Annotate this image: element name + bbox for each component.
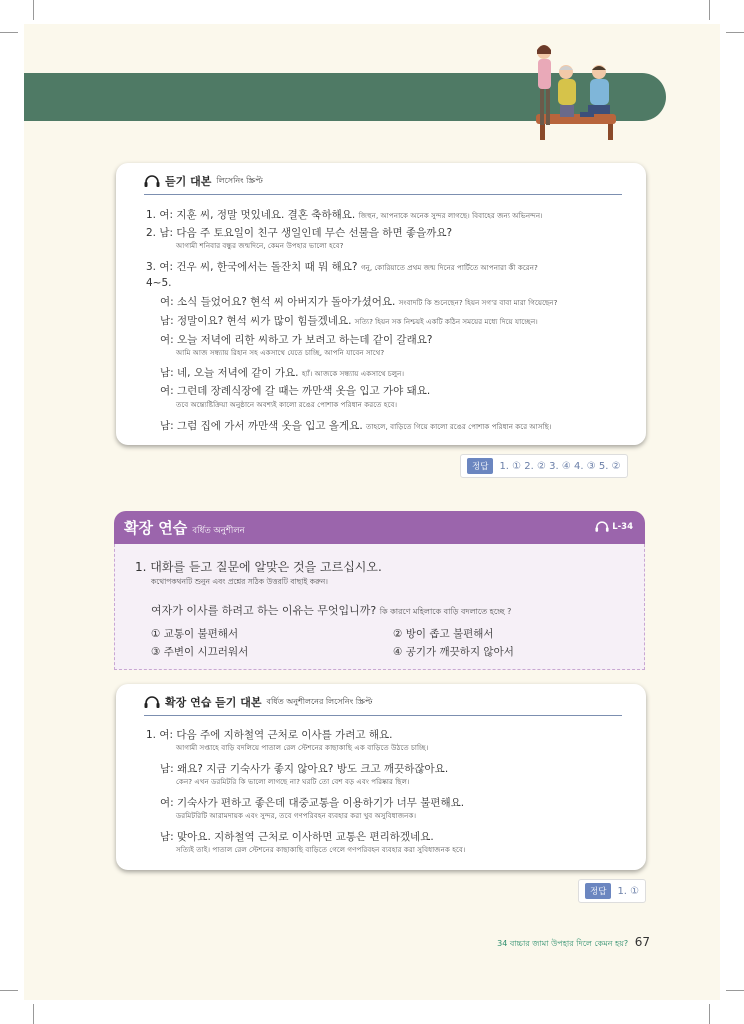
script-line: 남: 맞아요. 지하철역 근처로 이사하면 교통은 편리하겠네요.	[160, 831, 434, 843]
script-translation: আগামী সপ্তাহে বাড়ি বদলিয়ে পাতাল রেল স্টেশনের কাছাকাছি এক বাড়িতে উঠতে চাচ্ছি।	[176, 743, 429, 752]
script-line: 1. 여: 다음 주에 지하철역 근처로 이사를 가려고 해요.	[146, 729, 393, 741]
crop-mark	[0, 32, 18, 33]
chapter-title: 34 বাচ্চার জামা উপহার দিলে কেমন হয়?	[497, 939, 629, 948]
answer-box	[578, 879, 646, 903]
script-line: 1. 여: 지훈 씨, 정말 멋있네요. 결혼 축하해요. জিহুন, আপনাকে অনেক সুন্দর লাগছে। বিবাহের জন্য অভিনন্দন।	[146, 209, 543, 221]
script-translation: ডরমিটরিটি আরামদায়ক এবং সুন্দর, তবে গণপরিবহন ব্যবহার করা খুব অসুবিধাজনক।	[176, 811, 417, 820]
script-line: 남: 왜요? 지금 기숙사가 좋지 않아요? 방도 크고 깨끗하잖아요.	[160, 763, 449, 775]
question-translation: কথোপকথনটি শুনুন এবং প্রশ্নের সঠিক উত্তরটি বাছাই করুন।	[151, 577, 328, 586]
extension-script-title	[144, 694, 372, 710]
script-line: 3. 여: 건우 씨, 한국에서는 돌잔치 때 뭐 해요? গনু, কোরিয়াতে প্রথম জন্ম দিনের পার্টিতে আপনারা কী করেন?	[146, 261, 538, 273]
extension-title: 확장 연습 বর্ধিত অনুশীলন	[124, 519, 245, 537]
headphones-icon	[595, 521, 609, 532]
script-translation: কেন? এখন ডরমিটরি কি ভালো লাগছে না? ঘরটি তো বেশ বড় এবং পরিষ্কার ছিল।	[176, 777, 410, 786]
listening-script-card	[116, 163, 646, 445]
script-line: 4~5.	[146, 277, 172, 289]
crop-mark	[0, 990, 18, 991]
extension-header	[114, 511, 645, 544]
script-line: 여: 오늘 저녁에 리한 씨하고 가 보려고 하는데 같이 갈래요?	[160, 334, 433, 346]
track-number: L-34	[612, 521, 633, 532]
answer-tag: 정답	[467, 458, 493, 474]
question-prompt: 여자가 이사를 하려고 하는 이유는 무엇입니까? কি কারণে মহিলাকে বাড়ি বদলাতে হচ্ছে ?	[151, 604, 512, 617]
crop-mark	[33, 1004, 34, 1024]
option-4[interactable]: ④ 공기가 깨끗하지 않아서	[393, 646, 514, 658]
script-translation: সত্যিই তাই। পাতাল রেল স্টেশনের কাছাকাছি বাড়িতে গেলে গণপরিবহন ব্যবহার করা সুবিধাজনক হবে।	[176, 845, 466, 854]
script-line: 여: 기숙사가 편하고 좋은데 대중교통을 이용하기가 너무 불편해요.	[160, 797, 465, 809]
page-number: 67	[634, 935, 650, 949]
script-line: 여: 소식 들었어요? 현석 씨 아버지가 돌아가셨어요. সংবাদটি কি শুনেছেন? হিয়ন সগ'র বাবা মারা গিয়েছেন?	[160, 296, 558, 308]
extension-body	[114, 544, 645, 670]
listening-script-title	[144, 173, 263, 189]
audio-track[interactable]	[595, 521, 633, 532]
crop-mark	[726, 32, 744, 33]
script-line: 여: 그런데 장례식장에 갈 때는 까만색 옷을 입고 가야 돼요.	[160, 385, 431, 397]
script-line: 남: 네, 오늘 저녁에 같이 가요. হ্যাঁ। আজকে সন্ধ্যায় একসাথে চলুন।	[160, 367, 405, 379]
section-title: 듣기 대본	[165, 175, 212, 188]
crop-mark	[709, 1004, 710, 1024]
script-translation: আমি আজ সন্ধ্যায় রিহান সহ একসাথে যেতে চাচ্ছি, আপনি যাবেন সাথে?	[176, 348, 385, 357]
section-subtitle: লিসেনিং স্ক্রিপ্ট	[216, 175, 263, 185]
crop-mark	[726, 990, 744, 991]
divider	[144, 715, 622, 716]
section-subtitle: বর্ধিত অনুশীলনের লিসেনিং স্ক্রিপ্ট	[266, 696, 373, 706]
answer-values: 1. ① 2. ② 3. ④ 4. ③ 5. ②	[499, 460, 621, 472]
headphones-icon	[144, 696, 160, 708]
answer-values: 1. ①	[617, 885, 640, 897]
answer-box	[460, 454, 628, 478]
option-1[interactable]: ① 교통이 불편해서	[151, 628, 239, 640]
option-3[interactable]: ③ 주변이 시끄러워서	[151, 646, 249, 658]
page-footer	[497, 935, 650, 951]
script-line: 남: 정말이요? 현석 씨가 많이 힘들겠네요. সত্যি? হিয়ন সক নিশ্চয়ই একটি কঠিন সময়ের মধ্যে দিয়ে যাচ্ছেন।	[160, 315, 538, 327]
crop-mark	[709, 0, 710, 20]
script-line: 남: 그럼 집에 가서 까만색 옷을 입고 올게요. তাহলে, বাড়িতে গিয়ে কালো রঙের পোশাক পরিধান করে আসছি।	[160, 420, 552, 432]
option-2[interactable]: ② 방이 좁고 불편해서	[393, 628, 494, 640]
question-text: 1. 대화를 듣고 질문에 알맞은 것을 고르십시오.	[135, 560, 382, 574]
headphones-icon	[144, 175, 160, 187]
section-title: 확장 연습 듣기 대본	[165, 696, 262, 709]
script-translation: তবে অন্ত্যেষ্টিক্রিয়া অনুষ্ঠানে অবশ্যই কালো রঙের পোশাক পরিধান করতে হবে।	[176, 400, 398, 409]
script-translation: আগামী শনিবার বন্ধুর জন্মদিনে, কেমন উপহার ভালো হবে?	[176, 241, 344, 250]
divider	[144, 194, 622, 195]
answer-tag: 정답	[585, 883, 611, 899]
extension-script-card	[116, 684, 646, 870]
script-line: 2. 남: 다음 주 토요일이 친구 생일인데 무슨 선물을 하면 좋을까요?	[146, 227, 453, 239]
crop-mark	[33, 0, 34, 20]
people-illustration	[528, 40, 624, 144]
